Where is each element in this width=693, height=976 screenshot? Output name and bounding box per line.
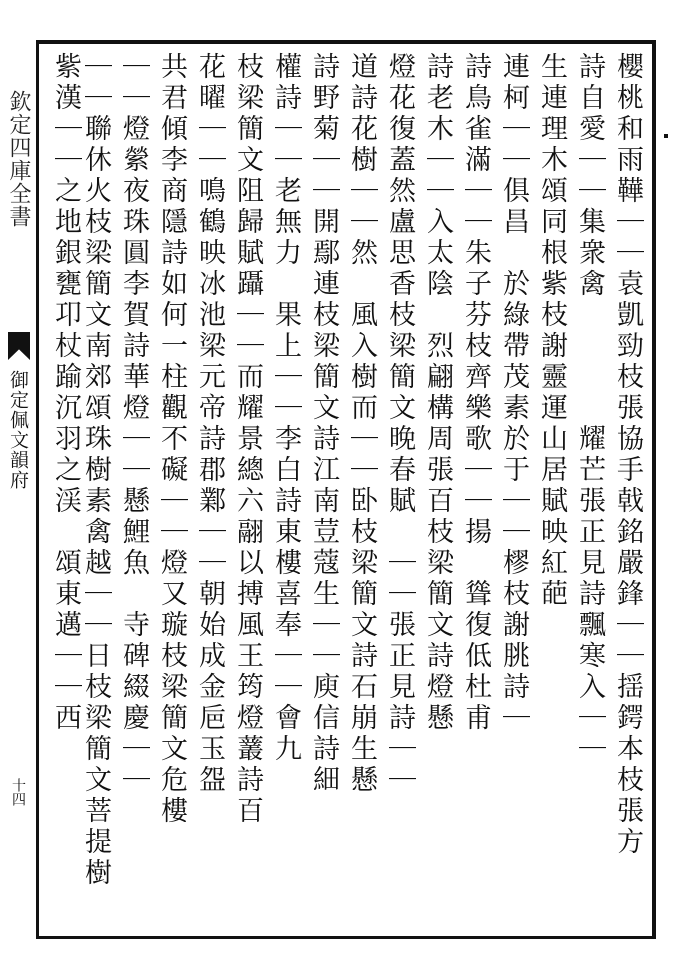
text-column-5: 詩鳥雀滿｜｜朱子芬枝齊樂歌｜｜揚 聳復低杜甫: [460, 52, 491, 734]
text-column-8: 道詩花樹｜｜然 風入樹而｜｜卧枝梁簡文詩石崩生懸: [346, 52, 377, 796]
frame-bottom-border: [36, 936, 656, 939]
page-spine: [0, 40, 36, 939]
text-column-16: 紫漢｜｜之地銀甕卭杖踰沉羽之渓 頌東邁｜｜西: [50, 52, 81, 734]
text-column-3: 生連理木頌同根紫枝謝靈運山居賦映紅葩: [536, 52, 567, 610]
spine-title: 欽定四庫全書: [6, 90, 31, 228]
text-column-7: 燈花復蓋然盧思香枝梁簡文晚春賦 ｜｜張正見詩｜｜: [384, 52, 415, 796]
fish-tail-mark: [8, 332, 30, 360]
text-column-6: 詩老木｜｜入太陰 烈翩構周張百枝梁簡文詩燈懸: [422, 52, 453, 734]
frame-top-border: [36, 40, 656, 44]
text-column-9: 詩野菊｜｜開鄢連枝梁簡文詩江南荳蔻生｜｜庾信詩細: [308, 52, 339, 796]
spine-page-number: 十四: [10, 778, 26, 806]
frame-right-border: [652, 40, 656, 939]
frame-left-border: [36, 40, 39, 939]
text-column-15: ｜｜聯休火枝梁簡文南郊頌珠樹素禽越｜｜日枝梁簡文菩提樹: [80, 52, 111, 889]
text-column-13: 共君傾李商隱詩如何一柱觀不礙｜｜燈又璇枝梁簡文危樓: [156, 52, 187, 827]
text-column-1: 櫻桃和雨鞾｜｜袁凱勁枝張協手戟銘嚴鋒｜｜揺鍔本枝張方: [612, 52, 643, 858]
text-column-10: 權詩｜｜老無力 果上｜｜李白詩東樓喜奉｜｜會九: [270, 52, 301, 765]
text-column-11: 枝梁簡文阻歸賦躡｜｜而耀景總六翮以搏風王筠燈䕺詩百: [232, 52, 263, 827]
spine-book-title: 御定佩文韻府: [7, 370, 29, 490]
margin-dot-mark: [664, 134, 668, 138]
text-column-14: ｜｜燈縈夜珠圓李賀詩華燈｜｜懸鯉魚 寺碑綴慶｜｜: [118, 52, 149, 796]
text-column-12: 花曜｜｜鳴鶴映冰池梁元帝詩郡鄴｜｜朝始成金巵玉盌: [194, 52, 225, 796]
text-column-2: 詩自愛｜｜集衆禽 耀芒張正見詩飄寒入｜｜: [574, 52, 605, 765]
text-column-4: 連柯｜｜俱昌 於綠帶茂素於于｜｜樛枝謝朓詩｜: [498, 52, 529, 734]
